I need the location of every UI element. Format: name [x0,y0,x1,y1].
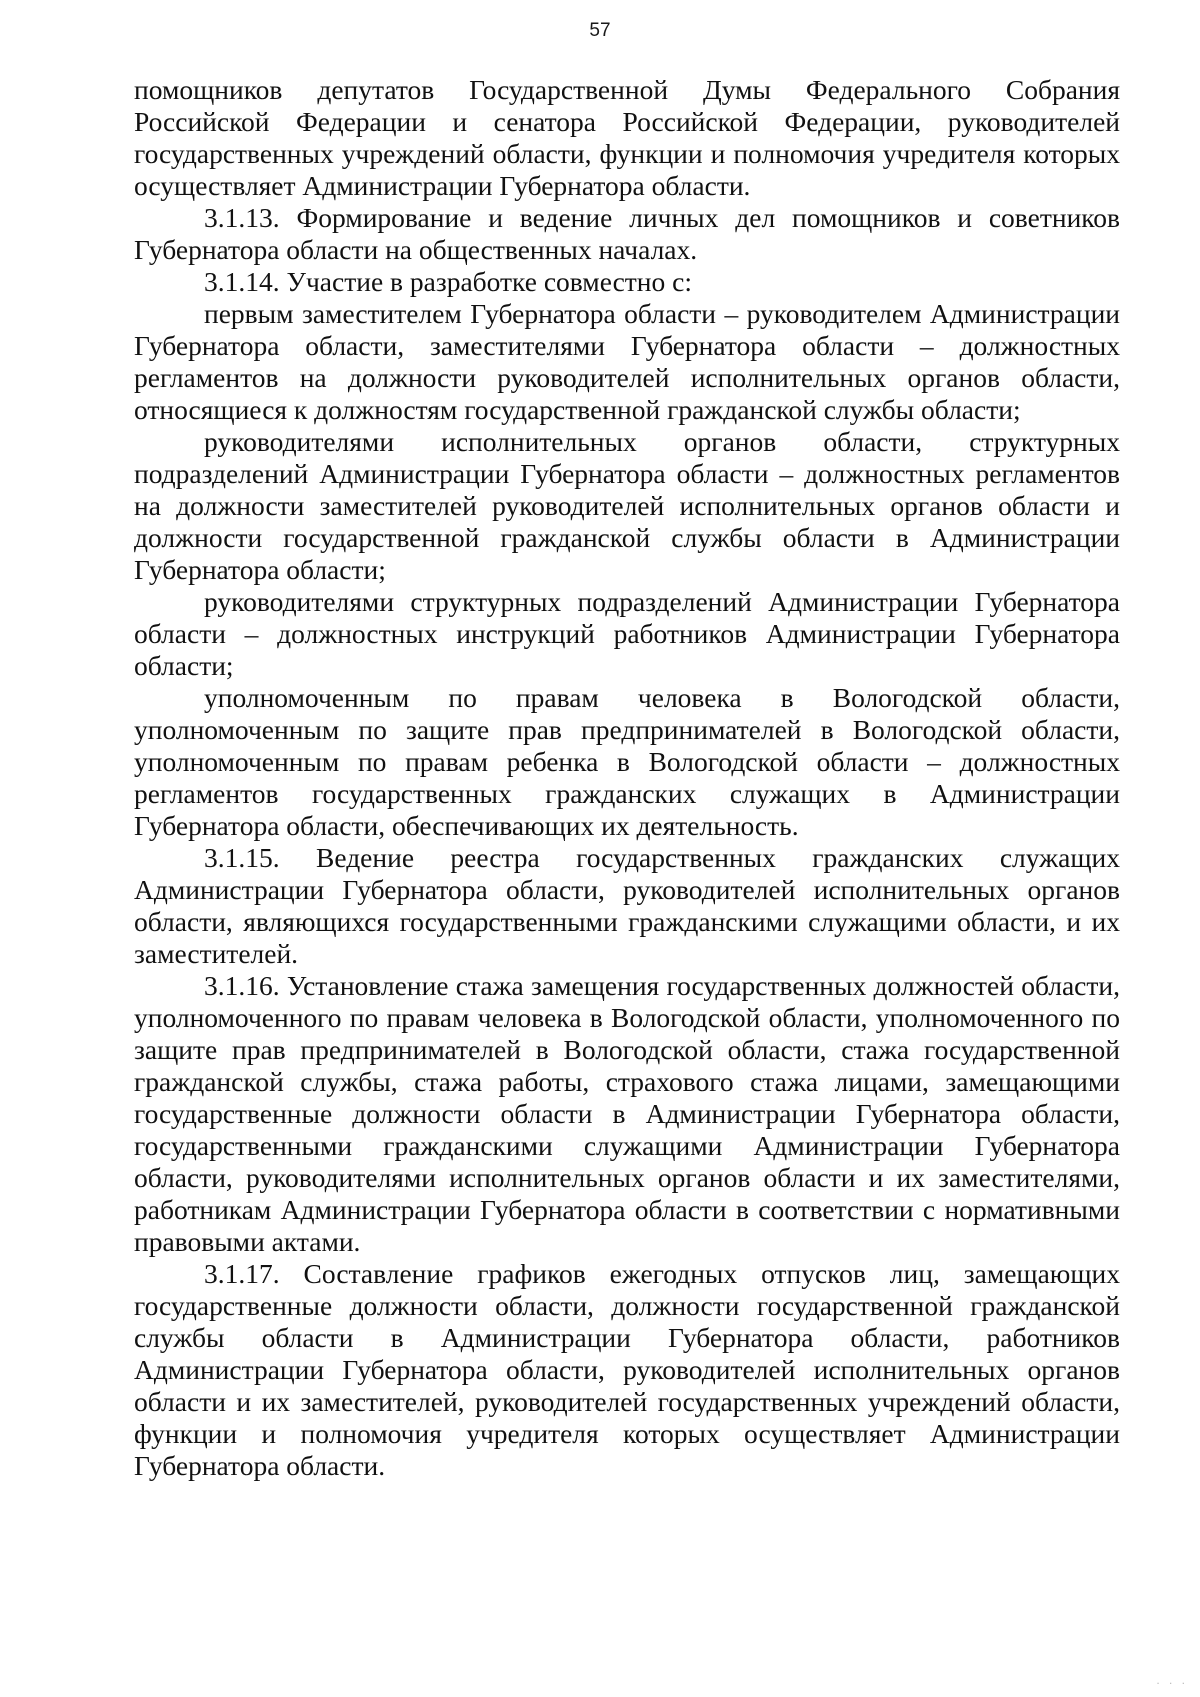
paragraph-3-1-14: 3.1.14. Участие в разработке совместно с: [204,266,692,297]
paragraph-3-1-17: 3.1.17. Составление графиков ежегодных отпусков лиц, замещающих государственные должности области, должности государственной гражданской службы области в Администрации Губернатора области, работников Администрации Губернатора области, руководителей исполнительных органов области и их заместителей, руководителей государственных учреждений области, функции и полномочия учредителя которых осуществляет Администрации Губернатора области. [134,1258,1120,1481]
paragraph-ombudsmen: уполномоченным по правам человека в Вологодской области, уполномоченным по защите прав предпринимателей в Вологодской области, уполномоченным по правам ребенка в Вологодской области – должностных регламентов государственных гражданских служащих в Администрации Губернатора области, обеспечивающих их деятельность. [134,682,1120,841]
page-number: 57 [589,20,611,41]
paragraph-first-deputy: первым заместителем Губернатора области – руководителем Администрации Губернатора области, заместителями Губернатора области – должностных регламентов на должности руководителей исполнительных органов области, относящиеся к должностям государственной гражданской службы области; [134,298,1120,425]
paragraph-3-1-13: 3.1.13. Формирование и ведение личных дел помощников и советников Губернатора области на общественных началах. [134,202,1120,265]
paragraph-3-1-16: 3.1.16. Установление стажа замещения государственных должностей области, уполномоченного по правам человека в Вологодской области, уполномоченного по защите прав предпринимателей в Вологодской области, стажа государственной гражданской службы, стажа работы, страхового стажа лицами, замещающими государственные должности области в Администрации Губернатора области, государственными гражданскими служащими Администрации Губернатора области, руководителями исполнительных органов области и их заместителями, работникам Администрации Губернатора области в соответствии с нормативными правовыми актами. [134,970,1120,1257]
scan-artifact: . . . [1156,1673,1188,1687]
paragraph-3-1-15: 3.1.15. Ведение реестра государственных гражданских служащих Администрации Губернатора области, руководителей исполнительных органов области, являющихся государственными гражданскими служащими области, и их заместителей. [134,842,1120,969]
paragraph-heads-of-bodies: руководителями исполнительных органов области, структурных подразделений Администрации Губернатора области – должностных регламентов на должности заместителей руководителей исполнительных органов области и должности государственной гражданской службы области в Администрации Губернатора области; [134,426,1120,585]
paragraph-continuation: помощников депутатов Государственной Думы Федерального Собрания Российской Федерации и сенатора Российской Федерации, руководителей государственных учреждений области, функции и полномочия учредителя которых осуществляет Администрации Губернатора области. [134,74,1120,201]
document-body [134,74,1120,1482]
paragraph-heads-of-divisions: руководителями структурных подразделений Администрации Губернатора области – должностных инструкций работников Администрации Губернатора области; [134,586,1120,681]
